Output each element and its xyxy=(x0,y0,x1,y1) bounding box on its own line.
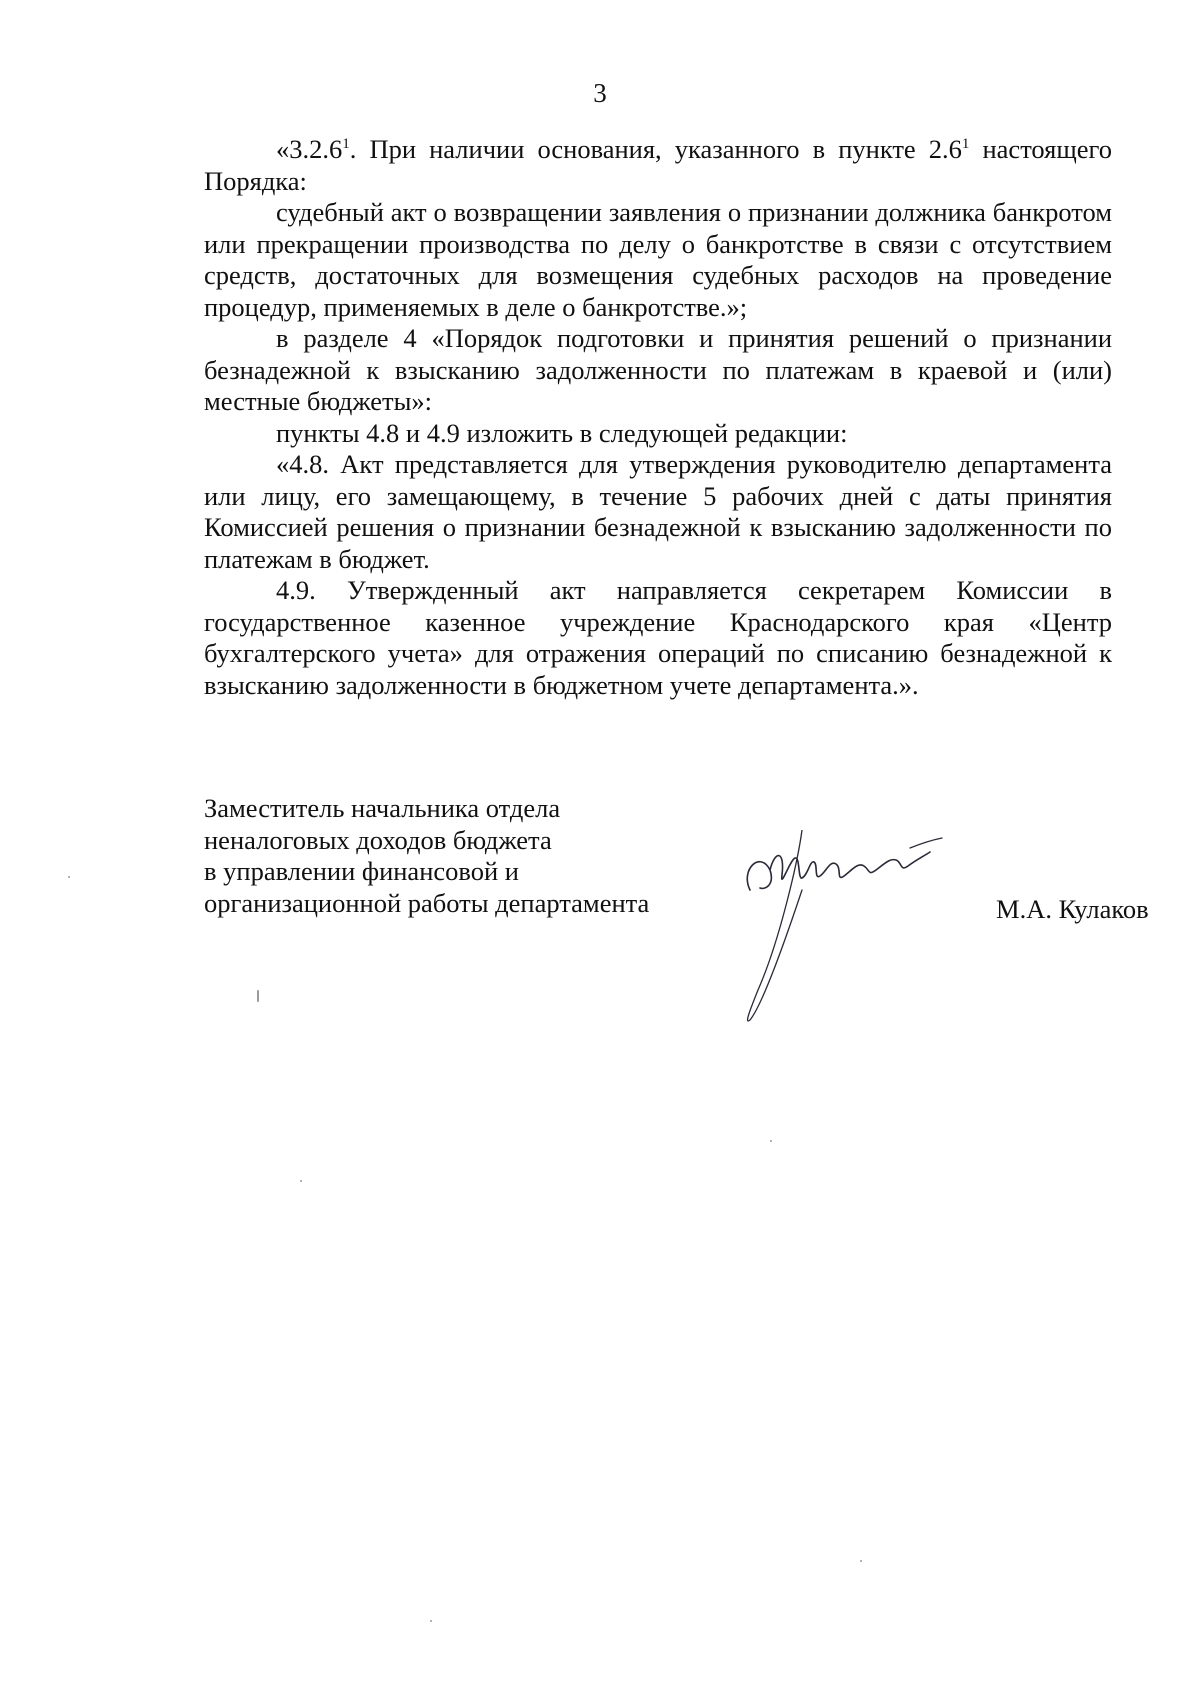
scan-speck xyxy=(860,1560,862,1562)
page-number: 3 xyxy=(593,78,607,108)
paragraph-4-9: 4.9. Утвержденный акт направляется секретарем Комиссии в государственное казенное учреждение Краснодарского края «Центр бухгалтерского учета» для отражения операций по списанию безнадежной к взысканию задолженности в бюджетном учете департамента.». xyxy=(204,575,1112,700)
scan-speck xyxy=(770,1140,772,1142)
scan-speck xyxy=(300,1180,302,1182)
signer-name: М.А. Кулаков xyxy=(996,894,1149,924)
scan-speck xyxy=(257,990,259,1002)
paragraph-points-4-8-4-9: пункты 4.8 и 4.9 изложить в следующей редакции: xyxy=(276,417,848,448)
superscript-1: 1 xyxy=(342,136,350,153)
paragraph-3-2-6 xyxy=(204,134,1112,197)
signer-position-line-2: неналоговых доходов бюджета xyxy=(204,824,552,855)
paragraph-3-2-6-part-2: . При наличии основания, указанного в пункте 2.6 xyxy=(349,134,962,164)
paragraph-section-4: в разделе 4 «Порядок подготовки и принятия решений о признании безнадежной к взысканию задолженности по платежам в краевой и (или) местные бюджеты»: xyxy=(204,323,1112,416)
signer-position-line-4: организационной работы департамента xyxy=(204,887,650,918)
paragraph-3-2-6-part-1: «3.2.6 xyxy=(276,134,343,164)
paragraph-court-act: судебный акт о возвращении заявления о признании должника банкротом или прекращении производства по делу о банкротстве в связи с отсутствием средств, достаточных для возмещения судебных расходов на проведение процедур, применяемых в деле о банкротстве.»; xyxy=(204,197,1112,322)
signer-position xyxy=(204,793,704,919)
document-body xyxy=(204,134,1112,701)
signer-position-line-1: Заместитель начальника отдела xyxy=(204,793,561,823)
scan-speck xyxy=(68,876,70,878)
signer-position-line-3: в управлении финансовой и xyxy=(204,856,519,886)
paragraph-4-8: «4.8. Акт представляется для утверждения руководителю департамента или лицу, его замещающему, в течение 5 рабочих дней с даты принятия Комиссией решения о признании безнадежной к взысканию задолженности по платежам в бюджет. xyxy=(204,449,1112,574)
paragraph-3-2-6-part-3: настоящего Порядка: xyxy=(204,134,1112,196)
superscript-2: 1 xyxy=(961,136,970,153)
handwritten-signature xyxy=(740,830,970,1030)
scan-speck xyxy=(430,1620,432,1622)
